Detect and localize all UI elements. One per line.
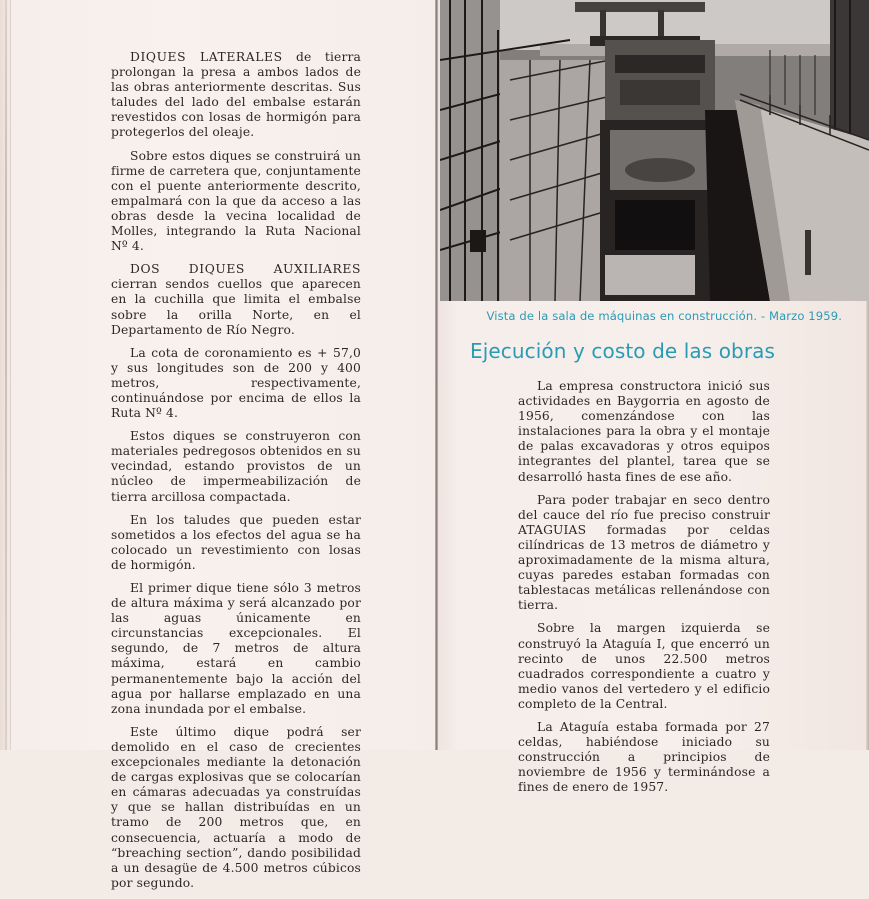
paragraph: La Ataguía estaba formada por 27 celdas, habiéndose iniciado su construcción a principios de noviembre de 1956 y terminándose a fines de enero de 1957. — [518, 719, 770, 795]
machine-hall-construction-photo — [440, 0, 869, 301]
paragraph-lead: DOS DIQUES AUXILIARES — [130, 262, 361, 277]
right-text-column — [518, 379, 770, 803]
paragraph-lead: DIQUES LATERALES — [130, 50, 283, 64]
photo-caption: Vista de la sala de máquinas en construcción. - Marzo 1959. — [486, 309, 842, 323]
section-heading: Ejecución y costo de las obras — [470, 339, 776, 363]
paragraph: Estos diques se construyeron con materiales pedregosos obtenidos en su vecindad, estando provistos de un núcleo de impermeabilización de tierra arcillosa compactada. — [111, 429, 361, 504]
paragraph: Sobre estos diques se construirá un firme de carretera que, conjuntamente con el puente anteriormente descrito, empalmará con la que da acceso a las obras desde la vecina localidad de Molles, integrando la Ruta Nacional Nº 4. — [111, 148, 361, 254]
paragraph-diques-laterales: DIQUES LATERALES de tierra prolongan la presa a ambos lados de las obras anteriormente descritas. Sus taludes del lado del embalse estarán revestidos con losas de hormigón para protegerlos del oleaje. — [111, 50, 361, 140]
page-edge — [10, 0, 11, 750]
paragraph: La cota de coronamiento es + 57,0 y sus longitudes son de 200 y 400 metros, respectivamente, continuándose por encima de ellos la Ruta Nº 4. — [111, 345, 361, 421]
paragraph: El primer dique tiene sólo 3 metros de altura máxima y será alcanzado por las aguas únicamente en circunstancias excepcionales. El segundo, de 7 metros de altura máxima, estará en cambio permanentemente bajo la acción del agua por hallarse emplazado en una zona inundada por el embalse. — [111, 581, 361, 716]
paragraph: Sobre la margen izquierda se construyó la Ataguía I, que encerró un recinto de unos 22.500 metros cuadrados correspondiente a cuatro y medio vanos del vertedero y el edificio completo de la Central. — [518, 621, 770, 711]
paragraph: La empresa constructora inició sus actividades en Baygorria en agosto de 1956, comenzándose con las instalaciones para la obra y el montaje de palas excavadoras y otros equipos integrantes del plantel, tarea que se desarrolló hasta fines de ese año. — [518, 379, 770, 484]
paragraph-diques-auxiliares: DOS DIQUES AUXILIARES cierran sendos cuellos que aparecen en la cuchilla que limita el embalse sobre la orilla Norte, en el Departamento de Río Negro. — [111, 262, 361, 337]
paragraph: En los taludes que pueden estar sometidos a los efectos del agua se ha colocado un revestimiento con losas de hormigón. — [111, 512, 361, 572]
left-page — [0, 0, 437, 890]
paragraph: Este último dique podrá ser demolido en el caso de crecientes excepcionales mediante la detonación de cargas explosivas que se colocarían en cámaras adecuadas ya construídas y que se hallan distribuídas en un tramo de 200 metros que, en consecuencia, actuaría a modo de “breaching section”, dando posibilidad a un desagüe de 4.500 metros cúbicos por segundo. — [111, 724, 361, 890]
paragraph: Para poder trabajar en seco dentro del cauce del río fue preciso construir ATAGUIAS formadas por celdas cilíndricas de 13 metros de diámetro y aproximadamente de la misma altura, cuyas paredes estaban formadas con tablestacas metálicas rellenándose con tierra. — [518, 492, 770, 613]
left-text-column — [111, 50, 361, 899]
page-edge — [5, 0, 7, 750]
